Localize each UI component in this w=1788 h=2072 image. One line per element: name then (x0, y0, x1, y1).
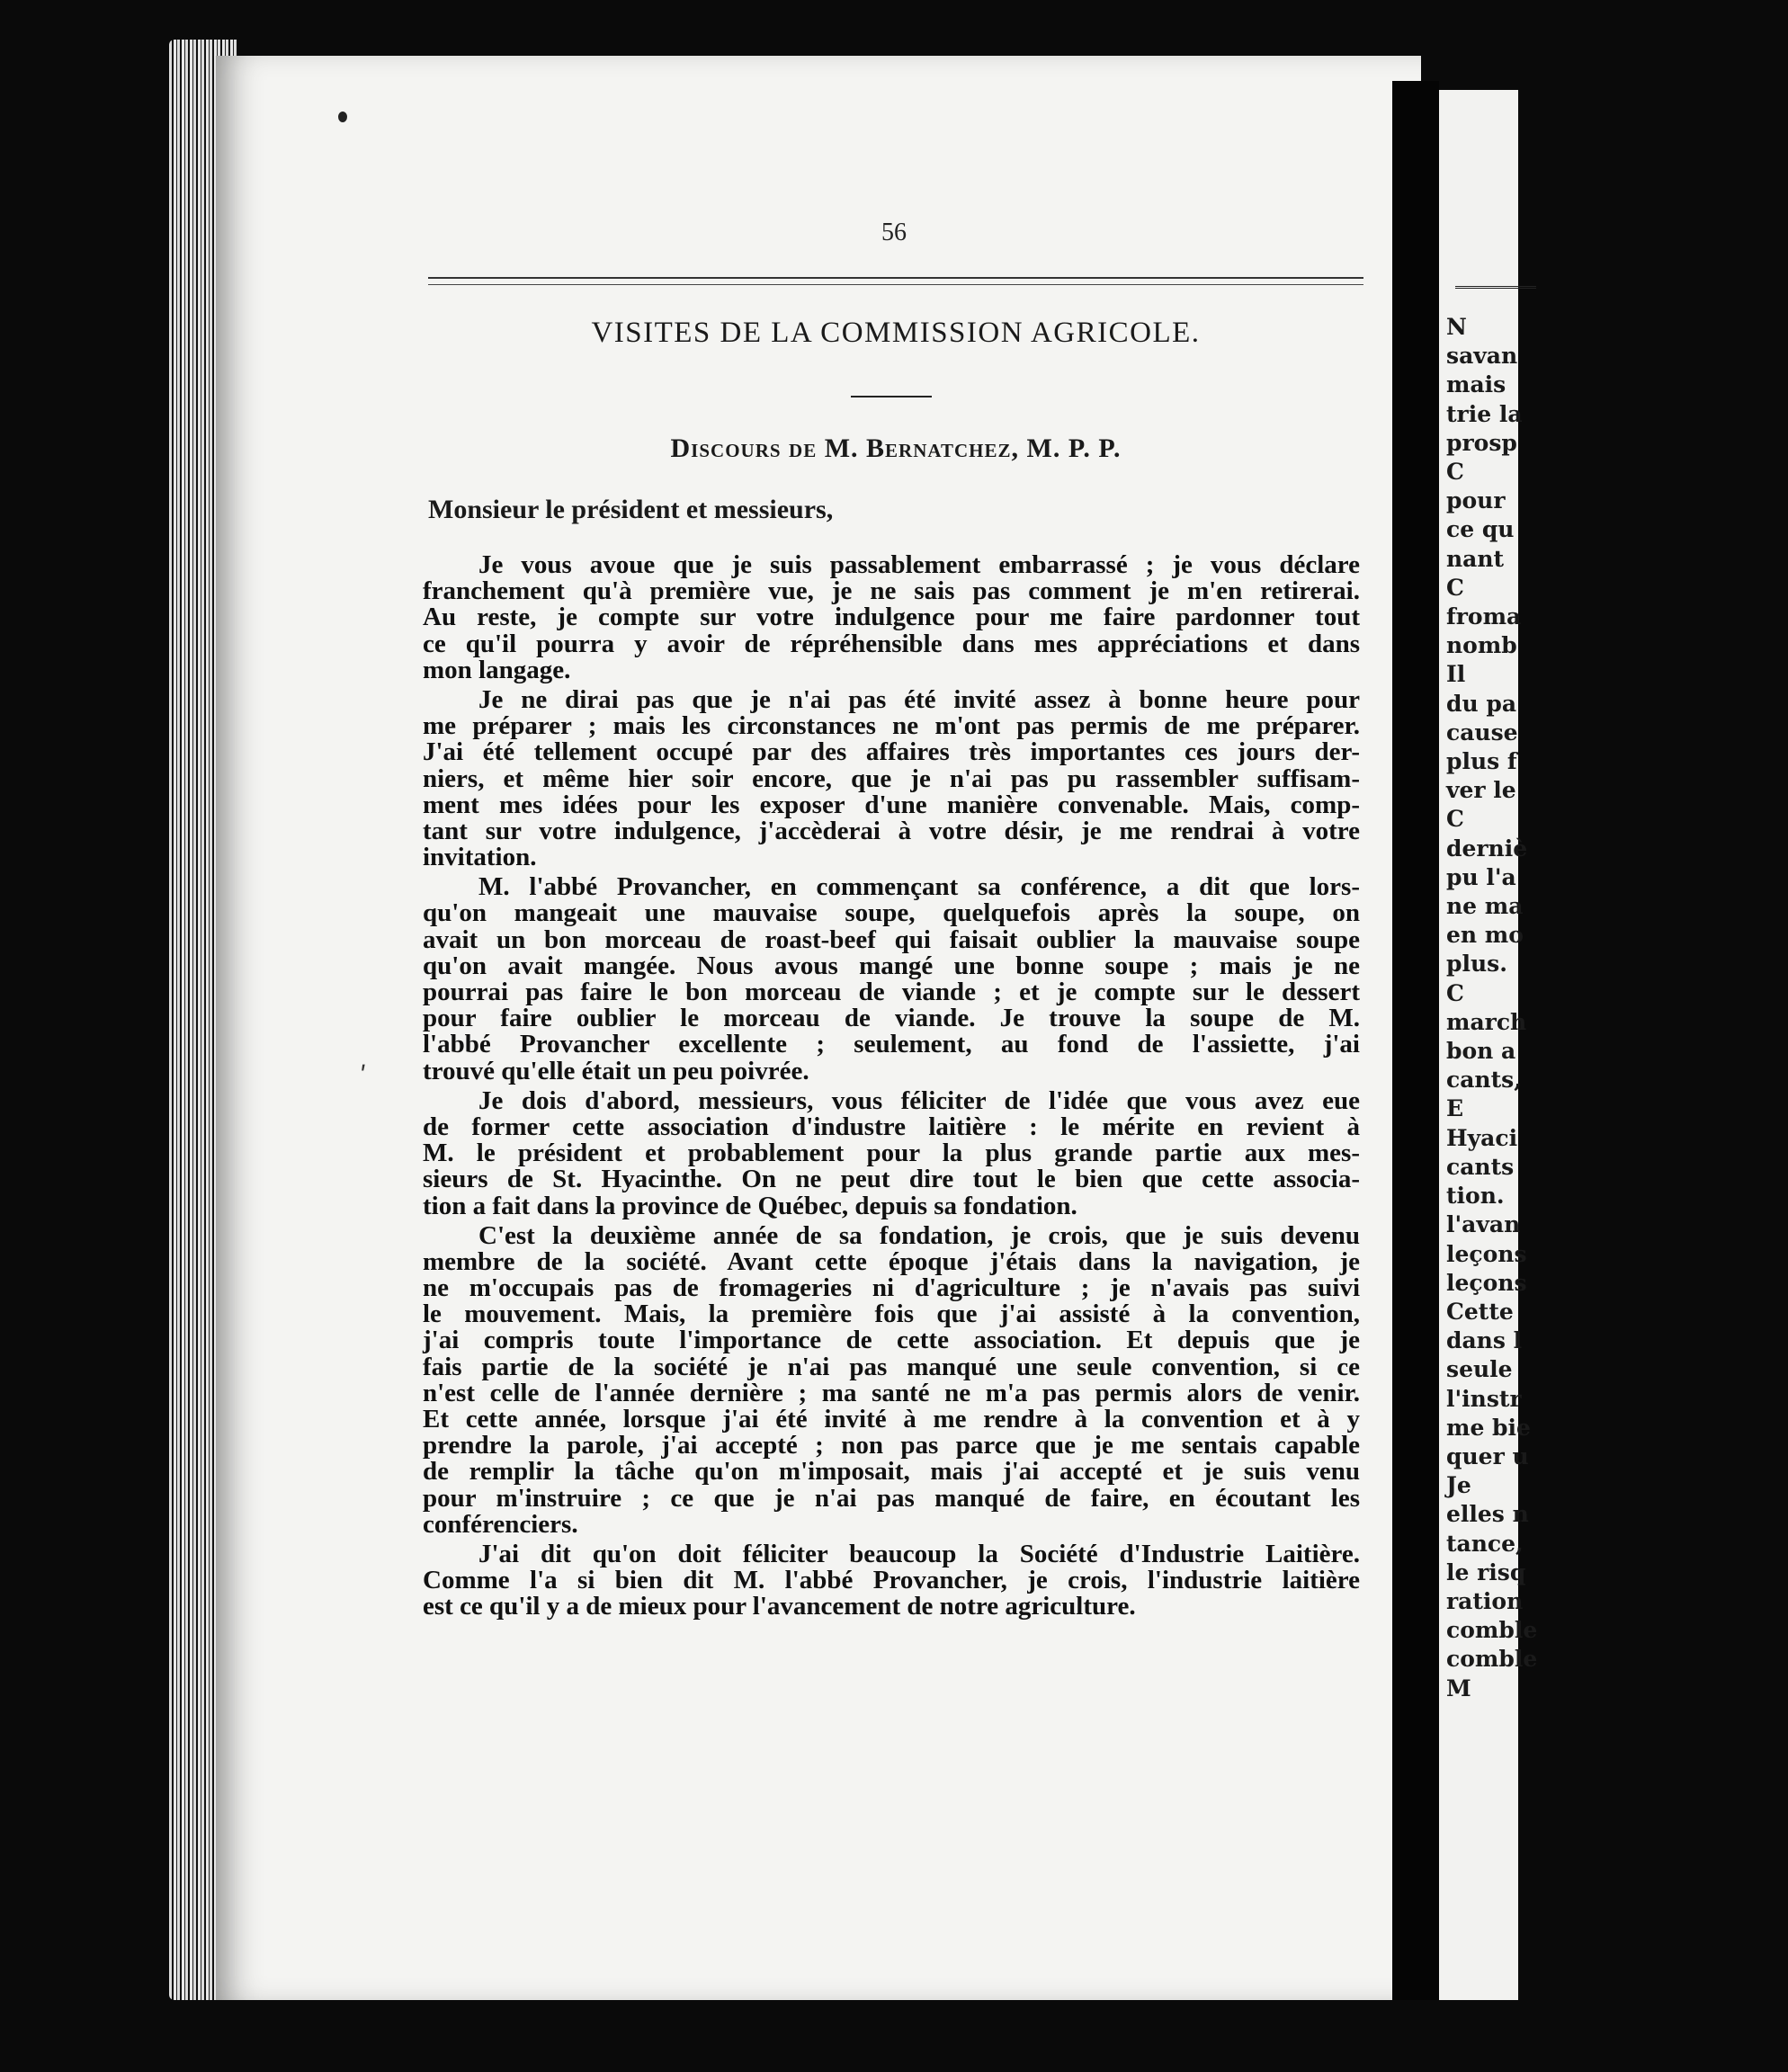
facing-page-line: en mo (1446, 922, 1524, 949)
facing-page-line: M (1446, 1675, 1471, 1701)
speech-title: Discours de M. Bernatchez, M. P. P. (670, 433, 1122, 463)
facing-page-line: l'instr (1446, 1385, 1522, 1412)
facing-page-line: seule (1446, 1356, 1513, 1383)
facing-page-line: pour (1446, 487, 1506, 514)
text-line: est ce qu'il y a de mieux pour l'avancement de notre agriculture. (423, 1592, 1136, 1621)
text-line: Comme l'a si bien dit M. l'abbé Provancher, je crois, l'industrie laitière (423, 1566, 1360, 1595)
text-line: sieurs de St. Hyacinthe. On ne peut dire tout le bien que cette associa- (423, 1165, 1360, 1194)
text-line: M. le président et probablement pour la plus grande partie aux mes- (423, 1139, 1360, 1168)
facing-page-line: Hyaci (1446, 1124, 1518, 1151)
facing-page (1439, 90, 1538, 2000)
text-line: ce qu'il pourra y avoir de répréhensible dans mes appréciations et dans (423, 629, 1360, 658)
text-line: de former cette association d'industre laitière : le mérite en revient à (423, 1112, 1360, 1141)
text-line: j'ai compris toute l'importance de cette association. Et depuis que je (423, 1326, 1360, 1355)
text-line: pour faire oublier le morceau de viande. Je trouve la soupe de M. (423, 1004, 1360, 1033)
facing-page-line: prosp (1446, 429, 1517, 456)
facing-page-line: quer u (1446, 1442, 1529, 1469)
title-divider (851, 396, 932, 397)
text-line: Au reste, je compte sur votre indulgence pour me faire pardonner tout (423, 603, 1360, 632)
text-line: J'ai dit qu'on doit féliciter beaucoup la Société d'Industrie Laitière. (478, 1539, 1360, 1568)
text-line: M. l'abbé Provancher, en commençant sa conférence, a dit que lors- (478, 872, 1360, 902)
facing-page-line: plus. (1446, 951, 1507, 978)
text-line: de remplir la tâche qu'on m'imposait, mais j'ai accepté et je suis venu (423, 1457, 1360, 1487)
text-line: qu'on mangeait une mauvaise soupe, quelquefois après la soupe, on (423, 898, 1360, 928)
text-line: invitation. (423, 843, 537, 872)
facing-page-line: ver le (1446, 777, 1516, 804)
facing-page-line: cants (1446, 1153, 1515, 1180)
text-line: prendre la parole, j'ai accepté ; non pas parce que je me sentais capable (423, 1431, 1360, 1460)
facing-page-line: comble (1446, 1646, 1538, 1673)
paragraph (423, 1541, 1360, 1621)
facing-page-line: le risq (1446, 1558, 1526, 1585)
facing-page-line: froma (1446, 603, 1522, 630)
text-line: conférenciers. (423, 1509, 578, 1539)
text-line: avait un bon morceau de roast-beef qui faisait oublier la mauvaise soupe (423, 924, 1360, 954)
text-line: mon langage. (423, 655, 571, 684)
facing-page-line: C (1446, 459, 1464, 486)
facing-page-line: comble (1446, 1617, 1538, 1644)
facing-page-line: tion. (1446, 1183, 1505, 1210)
text-line: J'ai été tellement occupé par des affaires très importantes ces jours der- (423, 737, 1360, 767)
facing-page-line: leçons (1446, 1269, 1527, 1296)
text-line: niers, et même hier soir encore, que je n'ai pas pu rassembler suffisam- (423, 764, 1360, 793)
text-line: fais partie de la société je n'ai pas manqué une seule convention, si ce (423, 1352, 1360, 1381)
header-rule (428, 277, 1363, 285)
facing-page-line: derniè (1446, 835, 1528, 862)
facing-page-line: cause (1446, 719, 1518, 746)
facing-page-rule (1455, 286, 1536, 289)
facing-page-line: l'avan (1446, 1211, 1521, 1238)
facing-page-line: Je (1446, 1472, 1471, 1499)
facing-page-line: bon a (1446, 1038, 1516, 1065)
text-line: pourrai pas faire le bon morceau de viande ; et je compte sur le dessert (423, 978, 1360, 1006)
facing-page-line: C (1446, 806, 1464, 833)
facing-page-line: nomb (1446, 632, 1517, 659)
text-line: Je ne dirai pas que je n'ai pas été invité assez à bonne heure pour (478, 684, 1360, 714)
facing-page-line: N (1446, 314, 1467, 340)
facing-page-line: ration (1446, 1587, 1524, 1614)
facing-page-line: mais (1446, 371, 1506, 398)
facing-page-text (1446, 313, 1626, 1703)
facing-page-line: du pa (1446, 690, 1517, 717)
facing-page-line: plus f (1446, 748, 1517, 775)
paragraph (423, 1220, 1360, 1539)
paragraph (423, 874, 1360, 1085)
facing-page-line: march (1446, 1008, 1527, 1035)
facing-page-line: C (1446, 574, 1464, 601)
facing-page-line: me bie (1446, 1414, 1531, 1441)
facing-page-line: E (1446, 1095, 1464, 1122)
facing-page-line: ce qu (1446, 516, 1515, 543)
text-line: Je dois d'abord, messieurs, vous féliciter de l'idée que vous avez eue (478, 1085, 1360, 1115)
text-line: Et cette année, lorsque j'ai été invité à me rendre à la convention et à y (423, 1405, 1360, 1433)
page-gutter (1392, 81, 1439, 2000)
facing-page-line: Il (1446, 661, 1466, 688)
running-title: VISITES DE LA COMMISSION AGRICOLE. (591, 317, 1201, 349)
text-line: l'abbé Provancher excellente ; seulement, au fond de l'assiette, j'ai (423, 1030, 1360, 1059)
text-line: membre de la société. Avant cette époque j'étais dans la navigation, je (423, 1246, 1360, 1276)
margin-tick-mark: ʹ (360, 1061, 367, 1091)
facing-page-line: cants, (1446, 1067, 1522, 1094)
text-line: pour m'instruire ; ce que je n'ai pas manqué de faire, en écoutant les (423, 1483, 1360, 1513)
text-line: n'est celle de l'année dernière ; ma santé ne m'a pas permis alors de venir. (423, 1378, 1360, 1407)
facing-page-line: nant (1446, 545, 1505, 572)
paragraph (423, 1085, 1360, 1220)
paragraph (423, 552, 1360, 683)
facing-page-line: leçons (1446, 1240, 1527, 1267)
text-line: me préparer ; mais les circonstances ne m'ont pas permis de me préparer. (423, 711, 1360, 741)
text-line: tant sur votre indulgence, j'accèderai à votre désir, je me rendrai à votre (423, 816, 1360, 845)
salutation: Monsieur le président et messieurs, (428, 495, 834, 524)
facing-page-line: elles n (1446, 1501, 1529, 1528)
facing-page-line: Cette (1446, 1298, 1514, 1325)
text-line: ment mes idées pour les exposer d'une manière convenable. Mais, comp- (423, 790, 1360, 819)
facing-page-line: savan (1446, 343, 1518, 370)
text-line: ne m'occupais pas de fromageries ni d'agriculture ; je n'avais pas suivi (423, 1273, 1360, 1303)
text-line: Je vous avoue que je suis passablement embarrassé ; je vous déclare (478, 550, 1360, 579)
text-line: trouvé qu'elle était un peu poivrée. (423, 1056, 809, 1085)
text-line: qu'on avait mangée. Nous avous mangé une bonne soupe ; mais je ne (423, 951, 1360, 980)
ink-spot (338, 112, 347, 122)
text-line: franchement qu'à première vue, je ne sais pas comment je m'en retirerai. (423, 576, 1360, 606)
facing-page-line: dans l (1446, 1327, 1523, 1354)
text-line: le mouvement. Mais, la première fois que j'ai assisté à la convention, (423, 1299, 1360, 1329)
facing-page-line: tance, (1446, 1530, 1524, 1557)
facing-page-line: C (1446, 979, 1464, 1006)
text-line: C'est la deuxième année de sa fondation, je crois, que je suis devenu (478, 1220, 1360, 1250)
facing-page-line: ne ma (1446, 893, 1524, 920)
facing-page-line: pu l'a (1446, 863, 1516, 890)
speech-body (423, 552, 1360, 1624)
page-number: 56 (881, 219, 907, 246)
facing-page-line: trie la (1446, 400, 1523, 427)
paragraph (423, 684, 1360, 872)
text-line: tion a fait dans la province de Québec, depuis sa fondation. (423, 1191, 1077, 1220)
